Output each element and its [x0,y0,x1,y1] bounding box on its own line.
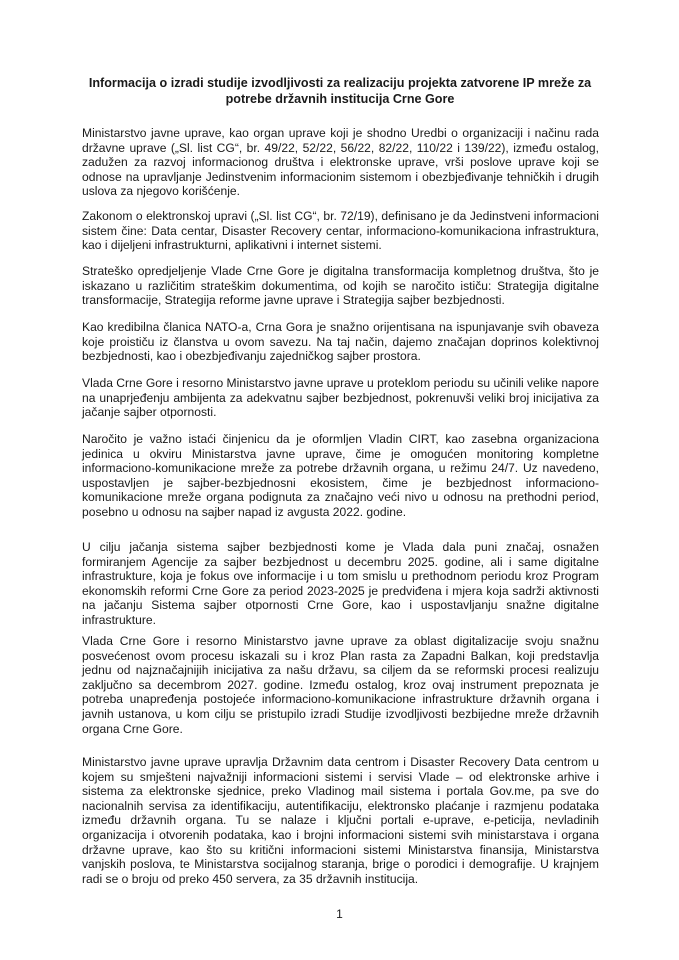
paragraph-7: U cilju jačanja sistema sajber bezbjednosti kome je Vlada dala puni značaj, osnažen formiranjem Agencije za sajber bezbjednost u decembru 2025. godine, ali i same digitalne infrastrukture, koja je fokus ove informacije i u tom smislu u prethodnom periodu kroz Program ekonomskih reformi Crne Gore za period 2023-2025 je predviđena i mjera koja sadrži aktivnosti na jačanju Sistema sajber otpornosti Crne Gore, kao i uspostavljanju snažne digitalne infrastrukture. [82,540,599,627]
document-title: Informacija o izradi studije izvodljivosti za realizaciju projekta zatvorene IP mreže za potrebe državnih institucija Crne Gore [88,76,592,106]
paragraph-5: Vlada Crne Gore i resorno Ministarstvo javne uprave u proteklom periodu su učinili velike napore na unaprjeđenju ambijenta za adekvatnu sajber bezbjednost, pokrenuvši veliki broj inicijativa za jačanje sajber otpornosti. [82,376,599,420]
paragraph-3: Strateško opredjeljenje Vlade Crne Gore je digitalna transformacija kompletnog društva, što je iskazano u različitim strateškim dokumentima, od kojih se naročito ističu: Strategija digitalne transformacije, Strategija reforme javne uprave i Strategija sajber bezbjednosti. [82,264,599,308]
paragraph-8: Vlada Crne Gore i resorno Ministarstvo javne uprave za oblast digitalizacije svoju snažnu posvećenost ovom procesu iskazali su i kroz Plan rasta za Zapadni Balkan, koji predstavlja jednu od najznačajnijih inicijativa za našu državu, sa ciljem da se reformski procesi realizuju zaključno sa decembrom 2027. godine. Između ostalog, kroz ovaj instrument prepoznata je potreba unapređenja postojeće informaciono-komunikacione infrastrukture državnih organa i javnih ustanova, u kom cilju se pristupilo izradi Studije izvodljivosti bezbijedne mreže državnih organa Crne Gore. [82,634,599,736]
paragraph-9: Ministarstvo javne uprave upravlja Državnim data centrom i Disaster Recovery Data centrom u kojem su smješteni najvažniji informacioni sistemi i servisi Vlade – od elektronske arhive i sistema za elektronske sjednice, preko Vladinog mail sistema i portala Gov.me, pa sve do nacionalnih servisa za identifikaciju, autentifikaciju, elektronsko plaćanje i razmjenu podataka između državnih organa. Tu se nalaze i ključni portali e-uprave, e-peticija, nevladinih organizacija i otvorenih podataka, kao i brojni informacioni sistemi svih ministarstava i organa državne uprave, kao što su kritični informacioni sistemi Ministarstva finansija, Ministarstva vanjskih poslova, te Ministarstva socijalnog staranja, brige o porodici i demografije. U krajnjem radi se o broju od preko 450 servera, za 35 državnih institucija. [82,755,599,886]
paragraph-4: Kao kredibilna članica NATO-a, Crna Gora je snažno orijentisana na ispunjavanje svih obaveza koje proističu iz članstva u ovom savezu. Na taj način, dajemo značajan doprinos kolektivnoj bezbjednosti, kao i obezbjeđivanju zajedničkog sajber prostora. [82,320,599,364]
paragraph-6: Naročito je važno istaći činjenicu da je oformljen Vladin CIRT, kao zasebna organizaciona jedinica u okviru Ministarstva javne uprave, čime je omogućen monitoring kompletne informaciono-komunikacione mreže za potrebe državnih organa, u režimu 24/7. Uz navedeno, uspostavljen je sajber-bezbjednosni ekosistem, čime je bezbjednost informaciono-komunikacione mreže organa podignuta za značajno veći nivo u odnosu na prethodni period, posebno u odnosu na sajber napad iz avgusta 2022. godine. [82,432,599,519]
paragraph-1: Ministarstvo javne uprave, kao organ uprave koji je shodno Uredbi o organizaciji i načinu rada državne uprave („Sl. list CG“, br. 49/22, 52/22, 56/22, 82/22, 110/22 i 139/22), između ostalog, zadužen za razvoj informacionog društva i elektronske uprave, vrši poslove uprave koji se odnose na upravljanje Jedinstvenim informacionim sistemom i obezbjeđivanje tehničkih i drugih uslova za njegovo korišćenje. [82,126,599,199]
page-number: 1 [336,907,343,921]
paragraph-2: Zakonom o elektronskoj upravi („Sl. list CG“, br. 72/19), definisano je da Jedinstveni informacioni sistem čine: Data centar, Disaster Recovery centar, informaciono-komunikaciona infrastruktura, kao i dijeljeni infrastrukturni, aplikativni i internet sistemi. [82,209,599,253]
